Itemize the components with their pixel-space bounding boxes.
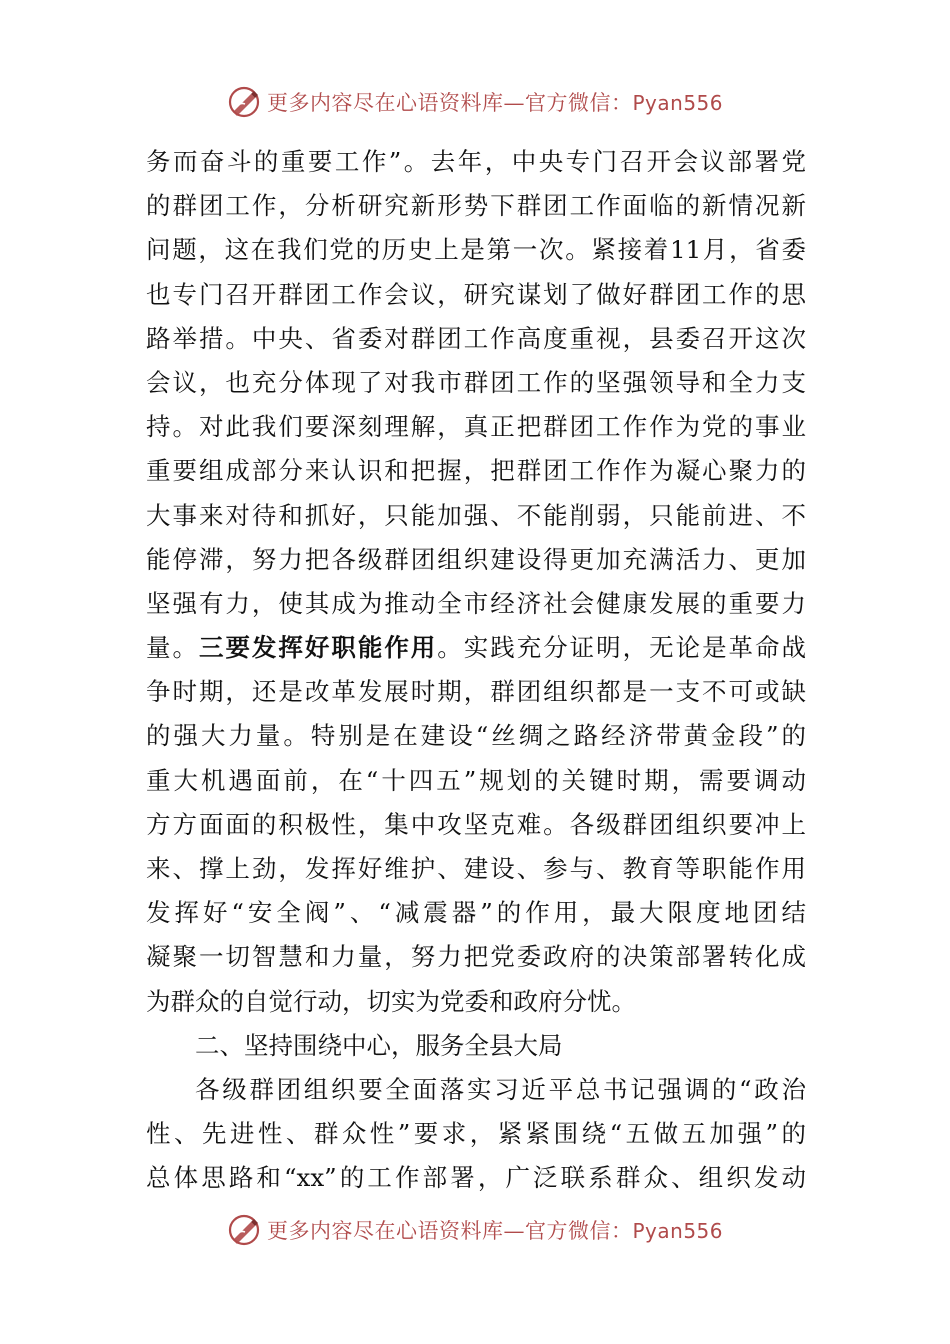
document-body (146, 140, 806, 1201)
watermark-banner-top (0, 82, 950, 122)
text-line: 坚强有力，使其成为推动全市经济社会健康发展的重要力 (146, 588, 806, 618)
wechat-handle: Pyan556 (632, 1219, 723, 1243)
text-line: 的强大力量。特别是在建设“丝绸之路经济带黄金段”的 (146, 721, 806, 751)
text-line: 会议，也充分体现了对我市群团工作的坚强领导和全力支 (146, 367, 806, 397)
text-line: 能停滞，努力把各级群团组织建设得更加充满活力、更加 (146, 544, 806, 574)
text-line: 的群团工作，分析研究新形势下群团工作面临的新情况新 (146, 191, 806, 221)
text-line: 重要组成部分来认识和把握，把群团工作作为凝心聚力的 (146, 456, 806, 486)
section-heading: 二、坚持围绕中心，服务全县大局 (195, 1030, 563, 1060)
bold-subheading: 三要发挥好职能作用 (198, 633, 438, 663)
text-line: 务而奋斗的重要工作”。去年，中央专门召开会议部署党 (146, 147, 806, 176)
text-line: 持。对此我们要深刻理解，真正把群团工作作为党的事业 (146, 412, 806, 442)
text-line: 总体思路和“xx”的工作部署，广泛联系群众、组织发动 (146, 1163, 806, 1193)
text-line: 方方面面的积极性，集中攻坚克难。各级群团组织要冲上 (146, 809, 806, 839)
wechat-handle: Pyan556 (632, 91, 723, 115)
text-line-with-bold-heading: 量。三要发挥好职能作用。实践充分证明，无论是革命战 (146, 633, 806, 663)
text-line: 凝聚一切智慧和力量，努力把党委政府的决策部署转化成 (146, 942, 806, 972)
watermark-text: 更多内容尽在心语资料库—官方微信：Pyan556 (266, 1219, 723, 1243)
text-line: 重大机遇面前，在“十四五”规划的关键时期，需要调动 (146, 765, 806, 795)
text-line: 性、先进性、群众性”要求，紧紧围绕“五做五加强”的 (146, 1119, 806, 1149)
watermark-text: 更多内容尽在心语资料库—官方微信：Pyan556 (266, 91, 723, 115)
text-line: 争时期，还是改革发展时期，群团组织都是一支不可或缺 (146, 677, 806, 707)
text-line: 也专门召开群团工作会议，研究谋划了做好群团工作的思 (146, 279, 806, 309)
pen-logo-icon (227, 1213, 261, 1247)
text-line: 路举措。中央、省委对群团工作高度重视，县委召开这次 (146, 323, 806, 353)
text-line: 发挥好“安全阀”、“减震器”的作用，最大限度地团结 (146, 898, 806, 928)
text-line-paragraph-start: 各级群团组织要全面落实习近平总书记强调的“政治 (195, 1074, 806, 1104)
text-line: 大事来对待和抓好，只能加强、不能削弱，只能前进、不 (146, 500, 806, 530)
text-line-paragraph-end: 为群众的自觉行动，切实为党委和政府分忧。 (146, 986, 636, 1016)
pen-logo-icon (227, 85, 261, 119)
watermark-banner-bottom (0, 1210, 950, 1250)
text-line: 问题，这在我们党的历史上是第一次。紧接着11月，省委 (146, 235, 806, 265)
text-line: 来、撑上劲，发挥好维护、建设、参与、教育等职能作用 (146, 854, 806, 883)
